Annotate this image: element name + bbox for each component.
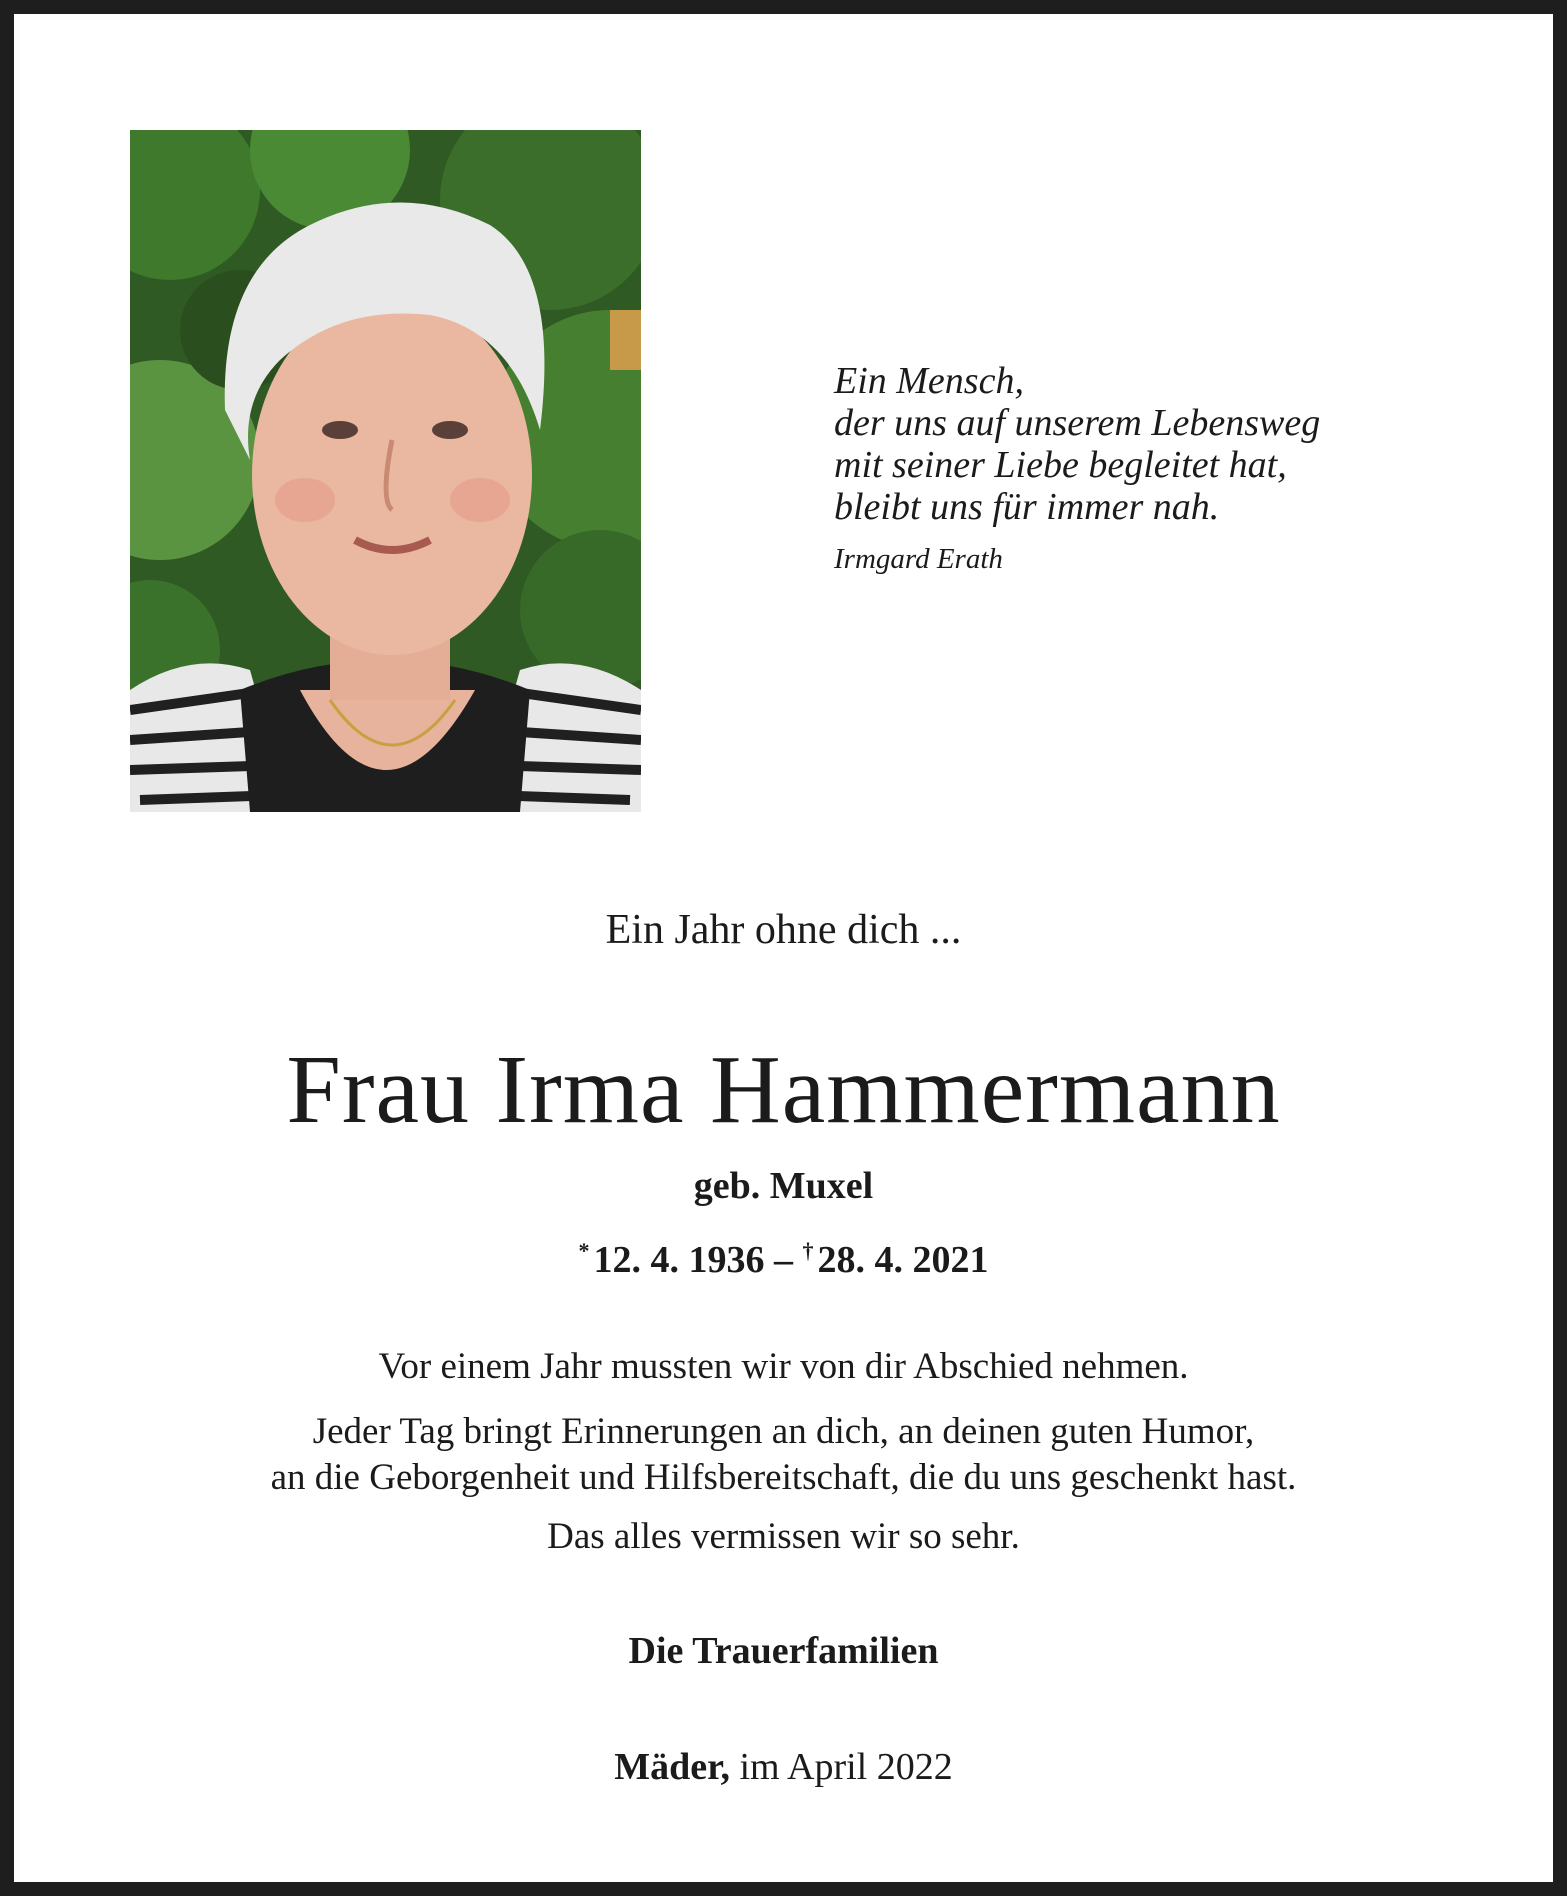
life-dates — [14, 1228, 1553, 1283]
body-paragraph-2 — [14, 1409, 1553, 1501]
maiden-name: geb. Muxel — [693, 1165, 874, 1207]
place-date: im April 2022 — [739, 1746, 953, 1788]
body-paragraph-3: Das alles vermissen wir so sehr. — [547, 1516, 1020, 1557]
poem-author: Irmgard Erath — [834, 543, 1003, 575]
memorial-poem — [834, 360, 1474, 576]
birth-symbol: * — [578, 1238, 590, 1263]
birth-date: 12. 4. 1936 — [593, 1239, 765, 1281]
poem-line: der uns auf unserem Lebensweg — [834, 402, 1321, 444]
portrait-photo — [130, 130, 641, 812]
poem-line: mit seiner Liebe begleitet hat, — [834, 444, 1287, 486]
intro-text: Ein Jahr ohne dich ... — [605, 907, 962, 953]
date-separator: – — [774, 1239, 793, 1281]
body-paragraph-2-line-2: an die Geborgenheit und Hilfsbereitschaft, die du uns geschenkt hast. — [270, 1457, 1297, 1498]
poem-line: Ein Mensch, — [834, 360, 1024, 402]
body-paragraph-2-line-1: Jeder Tag bringt Erinnerungen an dich, an deinen guten Humor, — [312, 1411, 1255, 1452]
death-symbol: † — [802, 1238, 814, 1263]
deceased-name: Frau Irma Hammermann — [286, 1036, 1281, 1144]
portrait-photo-icon — [130, 130, 641, 812]
death-date: 28. 4. 2021 — [817, 1239, 989, 1281]
poem-line: bleibt uns für immer nah. — [834, 486, 1220, 528]
place-and-date — [14, 1744, 1553, 1790]
signature: Die Trauerfamilien — [628, 1630, 939, 1672]
place-town: Mäder, — [614, 1746, 730, 1788]
body-paragraph-1: Vor einem Jahr mussten wir von dir Abschied nehmen. — [378, 1346, 1189, 1387]
